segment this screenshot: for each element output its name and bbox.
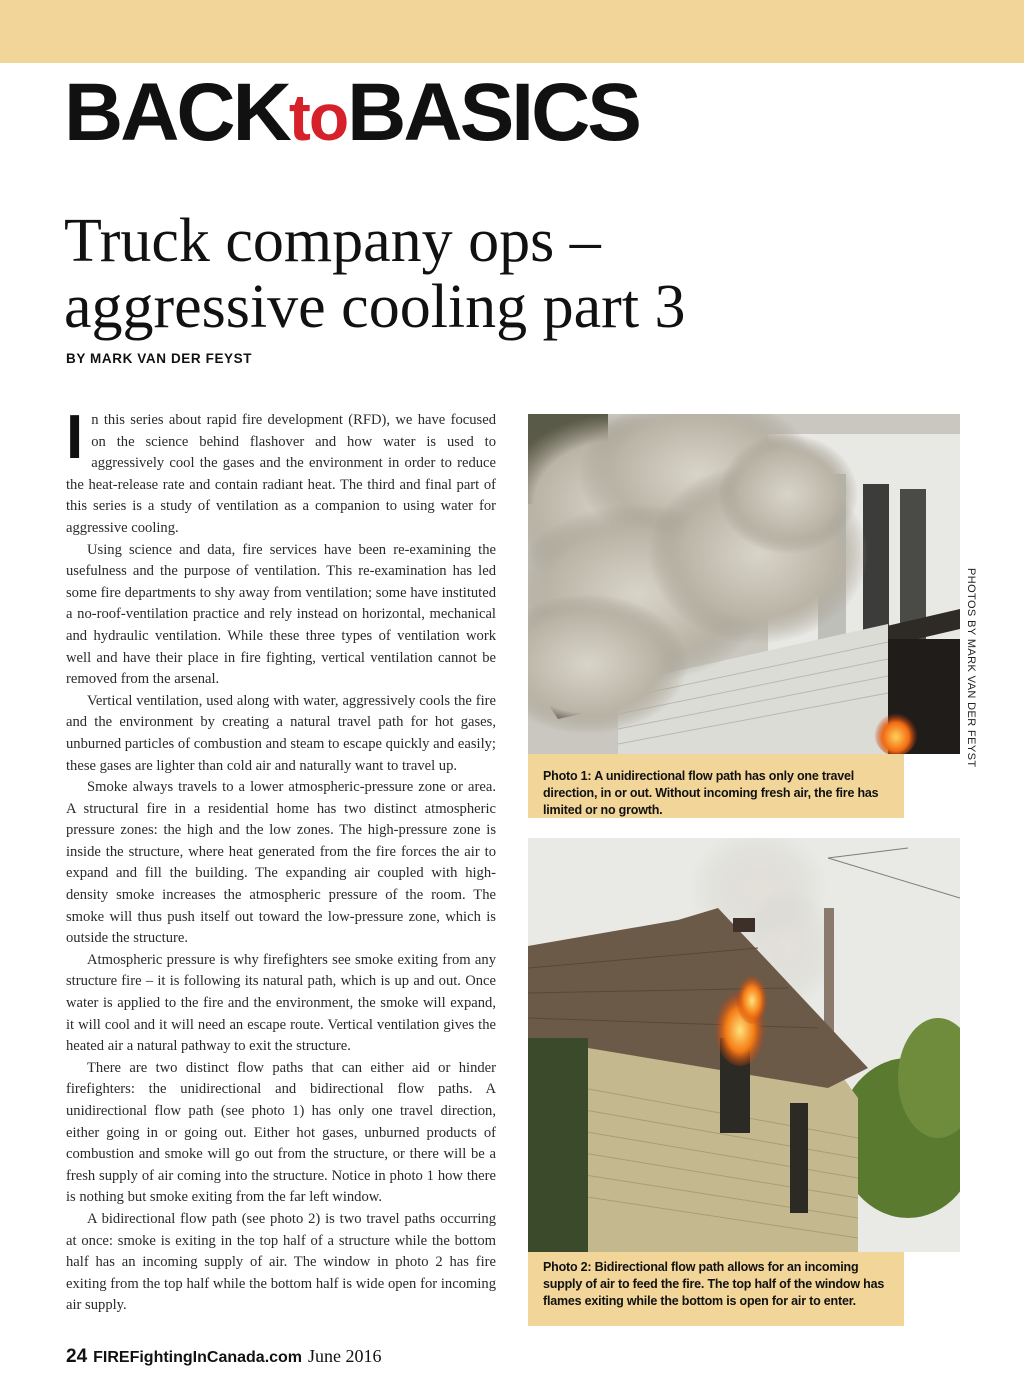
masthead-basics: BASICS xyxy=(347,67,639,158)
article-body xyxy=(66,403,496,1317)
paragraph-1-text: n this series about rapid fire development (RFD), we have focused on the science behind flashover and how water is used to aggressively cool the gases and the environment in order to reduce the heat-release rate and contain radiant heat. The third and final part of this series is a study of ventilation as a companion to using water for aggressive cooling. xyxy=(66,412,496,536)
top-color-band xyxy=(0,0,1024,63)
byline: BY MARK VAN DER FEYST xyxy=(66,351,253,366)
paragraph-2: Using science and data, fire services have been re-examining the usefulness and the purpose of ventilation. This re-examination has led some fire departments to shy away from ventilation; some have instituted a no-roof-ventilation practice and rely instead on horizontal, mechanical and hydraulic ventilation. While these three types of ventilation work well and have their place in fire fighting, vertical ventilation cannot be removed from the arsenal. xyxy=(66,541,496,688)
section-masthead xyxy=(64,67,639,158)
paragraph-4: Smoke always travels to a lower atmospheric-pressure zone or area. A structural fire in a residential home has two distinct atmospheric pressure zones: the high and the low zones. The high-pressure zone is inside the structure, where heat generated from the fire forces the air to expand and fill the building. The expanding air coupled with high-density smoke increases the atmospheric pressure of the room. The smoke will thus push itself out toward the low-pressure zone, which is outside the structure. xyxy=(66,779,496,947)
drop-cap: I xyxy=(66,403,84,472)
paragraph-6: There are two distinct flow paths that can either aid or hinder firefighters: the unidirectional and bidirectional flow paths. A unidirectional flow path (see photo 1) has only one travel direction, either going in or going out. Either hot gases, unburned products of combustion and smoke will go out from the structure, or there will be a fresh supply of air coming into the structure. Notice in photo 1 how there is nothing but smoke exiting from the far left window. xyxy=(66,1059,496,1206)
photo-2-fire-house xyxy=(528,838,960,1252)
paragraph-5: Atmospheric pressure is why firefighters see smoke exiting from any structure fire – it is following its natural path, which is up and out. Once water is applied to the fire and the environment, the smoke will expand, it will cool and it will need an escape route. Vertical ventilation gives the heated air a natural pathway to exit the structure. xyxy=(66,951,496,1055)
photo-1-caption: Photo 1: A unidirectional flow path has only one travel direction, in or out. Without incoming fresh air, the fire has limited or no growth. xyxy=(528,754,904,818)
photo-1-illustration xyxy=(528,414,960,754)
article-headline xyxy=(64,208,964,340)
photo-2-illustration xyxy=(528,838,960,1252)
photo-credit: PHOTOS BY MARK VAN DER FEYST xyxy=(965,568,977,768)
headline-line-2: aggressive cooling part 3 xyxy=(64,273,686,341)
photo-2-caption: Photo 2: Bidirectional flow path allows for an incoming supply of air to feed the fire. The top half of the window has flames exiting while the bottom is open for air to enter. xyxy=(528,1252,904,1326)
page-footer xyxy=(66,1346,382,1368)
photo-1-smoke-house xyxy=(528,414,960,754)
footer-website: FIREFightingInCanada.com xyxy=(93,1349,303,1366)
paragraph-1 xyxy=(66,403,496,540)
masthead-back: BACK xyxy=(64,67,289,158)
paragraph-7: A bidirectional flow path (see photo 2) is two travel paths occurring at once: smoke is exiting in the top half of a structure while the bottom half has an incoming supply of air. The window in photo 2 has fire exiting from the top half while the bottom half is wide open for incoming air supply. xyxy=(66,1210,496,1314)
paragraph-3: Vertical ventilation, used along with water, aggressively cools the fire and the environment by creating a natural travel path for hot gases, unburned particles of combustion and steam to escape quickly and easily; these gases are lighter than cold air and naturally want to travel up. xyxy=(66,692,496,774)
headline-line-1: Truck company ops – xyxy=(64,207,601,275)
page-number: 24 xyxy=(66,1346,88,1367)
footer-date: June 2016 xyxy=(308,1346,382,1366)
masthead-to: to xyxy=(288,80,348,154)
